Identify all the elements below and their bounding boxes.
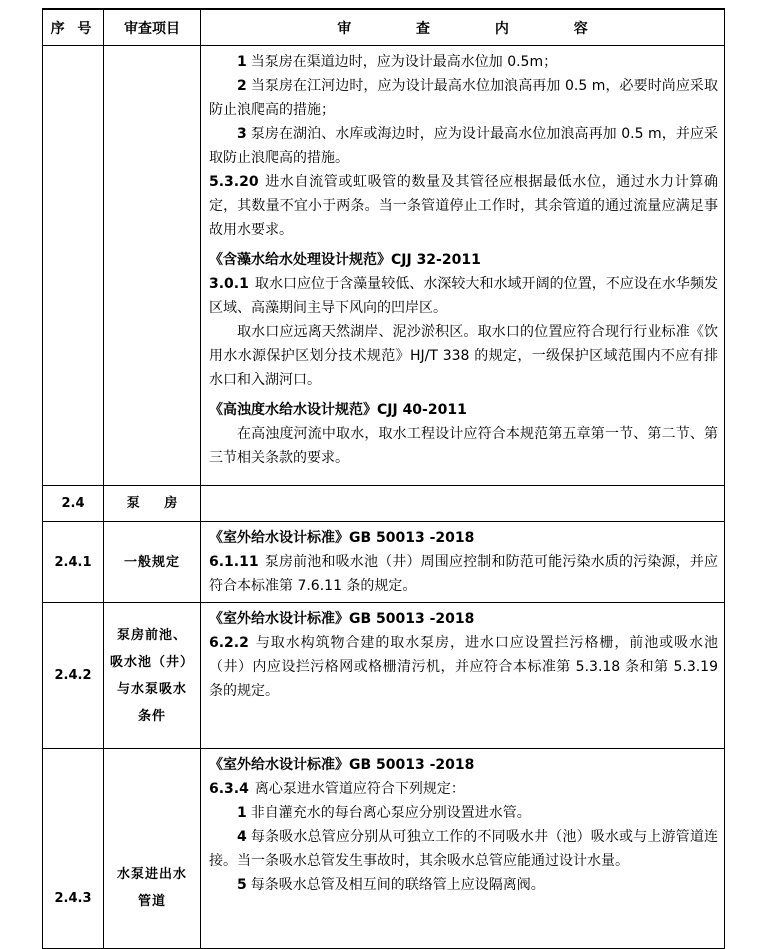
clause: 5.3.20 进水自流管或虹吸管的数量及其管径应根据最低水位，通过水力计算确定，其数量不宜小于两条。当一条管道停止工作时，其余管道的通过流量应满足事故用水要求。 [209,174,718,238]
clause: 6.1.11 泵房前池和吸水池（井）周围应控制和防范可能污染水质的污染源，并应符合本标准第 7.6.11 条的规定。 [209,554,718,594]
clause: 3.0.1 取水口应位于含藻量较低、水深较大和水域开阔的位置，不应设在水华频发区域、高藻期间主导下风向的凹岸区。 [209,276,718,316]
cell-name-empty [104,46,201,486]
cell-content [201,522,725,603]
list-item: 4 每条吸水总管应分别从可独立工作的不同吸水井（池）吸水或与上游管道连接。当一条吸水总管发生事故时，其余吸水总管应能通过设计水量。 [209,829,718,869]
review-item-name: 水泵进出水 管道 [104,749,201,949]
table-row-continued [43,46,725,486]
table-row-2-4 [43,486,725,522]
list-item: 5 每条吸水总管及相互间的联络管上应设隔离阀。 [237,877,545,893]
standard-title: 《室外给水设计标准》GB 50013 -2018 [209,611,475,627]
clause: 6.3.4 离心泵进水管道应符合下列规定： [209,781,465,797]
cell-content [201,603,725,749]
cell-content [201,46,725,486]
header-review-item: 审查项目 [104,9,201,46]
list-item: 1 当泵房在渠道边时，应为设计最高水位加 0.5m； [237,54,558,70]
paragraph: 取水口应远离天然湖岸、泥沙淤积区。取水口的位置应符合现行行业标准《饮用水水源保护区划分技术规范》HJ/T 338 的规定，一级保护区域范围内不应有排水口和入湖河口。 [209,324,718,388]
standard-title: 《高浊度水给水设计规范》CJJ 40-2011 [209,402,467,418]
standard-title: 《室外给水设计标准》GB 50013 -2018 [209,530,475,546]
row-number: 2.4 [43,486,104,522]
list-item: 2 当泵房在江河边时，应为设计最高水位加浪高再加 0.5 m，必要时尚应采取防止浪爬高的措施； [209,78,718,118]
cell-num-empty [43,46,104,486]
review-item-name: 泵 房 [104,486,201,522]
table-row-2-4-2 [43,603,725,749]
cell-content [201,749,725,949]
table-header-row [43,9,725,46]
paragraph: 在高浊度河流中取水，取水工程设计应符合本规范第五章第一节、第二节、第三节相关条款的要求。 [209,426,718,466]
clause: 6.2.2 与取水构筑物合建的取水泵房，进水口应设置拦污格栅，前池或吸水池 （井）内应设拦污格网或格栅清污机，并应符合本标准第 5.3.18 条和第 5.3.19 条的规定。 [209,635,718,699]
table-row-2-4-1 [43,522,725,603]
standard-title: 《含藻水给水处理设计规范》CJJ 32-2011 [209,252,481,268]
list-item: 3 泵房在湖泊、水库或海边时，应为设计最高水位加浪高再加 0.5 m，并应采取防止浪爬高的措施。 [209,126,718,166]
header-review-content: 审 查 内 容 [201,9,725,46]
row-number: 2.4.2 [43,603,104,749]
cell-content-empty [201,486,725,522]
row-number: 2.4.1 [43,522,104,603]
list-item: 1 非自灌充水的每台离心泵应分别设置进水管。 [237,805,531,821]
review-item-name: 泵房前池、 吸水池（井） 与水泵吸水 条件 [104,603,201,749]
header-serial-number: 序 号 [43,9,104,46]
review-table [42,8,725,949]
row-number: 2.4.3 [43,749,104,949]
table-row-2-4-3 [43,749,725,949]
review-item-name: 一般规定 [104,522,201,603]
standard-title: 《室外给水设计标准》GB 50013 -2018 [209,757,475,773]
